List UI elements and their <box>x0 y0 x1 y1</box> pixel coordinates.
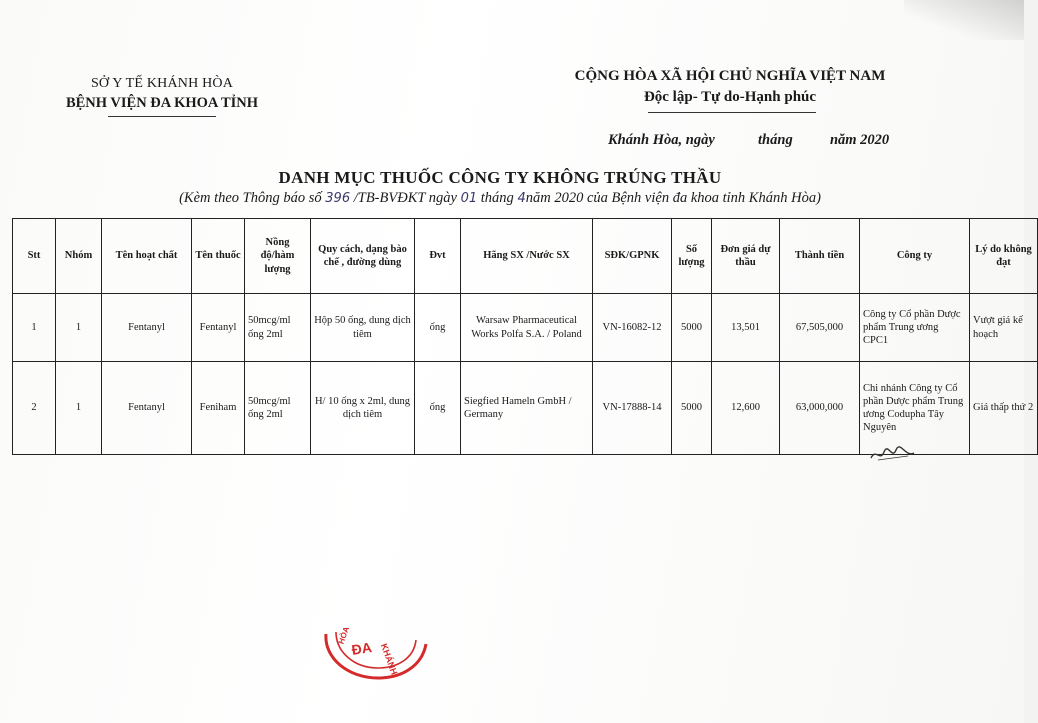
national-header <box>560 68 900 106</box>
cell-unit-price: 13,501 <box>712 294 780 362</box>
notice-month: 4 <box>517 191 526 206</box>
header-group: Nhóm <box>56 219 102 294</box>
cell-registration: VN-16082-12 <box>593 294 672 362</box>
cell-packaging: H/ 10 ống x 2ml, dung dịch tiêm <box>311 362 415 455</box>
hospital-name: BỆNH VIỆN ĐA KHOA TỈNH <box>65 95 259 111</box>
header-concentration: Nồng độ/hàm lượng <box>245 219 311 294</box>
table-row <box>13 362 1038 455</box>
header-quantity: Số lượng <box>672 219 712 294</box>
subtitle-part4: năm 2020 của Bệnh viện đa khoa tỉnh Khánh Hòa) <box>525 190 821 206</box>
cell-active-ingredient: Fentanyl <box>102 294 192 362</box>
subtitle-part2: /TB-BVĐKT ngày <box>353 190 457 206</box>
cell-concentration: 50mcg/ml ống 2ml <box>245 362 311 455</box>
issuing-organization <box>42 76 282 112</box>
cell-total: 63,000,000 <box>780 362 860 455</box>
cell-registration: VN-17888-14 <box>593 362 672 455</box>
svg-text:ĐA: ĐA <box>350 639 373 658</box>
subtitle-part1: (Kèm theo Thông báo số <box>179 190 322 206</box>
cell-packaging: Hộp 50 ống, dung dịch tiêm <box>311 294 415 362</box>
cell-group: 1 <box>56 362 102 455</box>
cell-stt: 2 <box>13 362 56 455</box>
cell-reason: Vượt giá kế hoạch <box>970 294 1038 362</box>
cell-manufacturer: Siegfied Hameln GmbH / Germany <box>461 362 593 455</box>
svg-text:KHÁNH: KHÁNH <box>378 642 400 677</box>
document-title: DANH MỤC THUỐC CÔNG TY KHÔNG TRÚNG THẦU <box>278 168 722 187</box>
cell-unit: ống <box>415 362 461 455</box>
hospital-underline <box>108 116 216 117</box>
cell-reason: Giá thấp thứ 2 <box>970 362 1038 455</box>
date-place: Khánh Hòa, ngày <box>608 132 715 148</box>
page-fold-shadow <box>904 0 1024 40</box>
department-name: SỞ Y TẾ KHÁNH HÒA <box>90 76 234 91</box>
cell-concentration: 50mcg/ml ống 2ml <box>245 294 311 362</box>
date-year: năm 2020 <box>829 132 890 148</box>
cell-group: 1 <box>56 294 102 362</box>
cell-stt: 1 <box>13 294 56 362</box>
header-stt: Stt <box>13 219 56 294</box>
cell-quantity: 5000 <box>672 362 712 455</box>
drug-table <box>12 218 1038 455</box>
national-motto: Độc lập- Tự do-Hạnh phúc <box>643 89 817 105</box>
signature-mark <box>868 444 918 464</box>
cell-company: Chi nhánh Công ty Cổ phần Dược phẩm Trung ương Codupha Tây Nguyên <box>860 362 970 455</box>
cell-unit-price: 12,600 <box>712 362 780 455</box>
motto-underline <box>648 112 816 113</box>
cell-unit: ống <box>415 294 461 362</box>
header-reason: Lý do không đạt <box>970 219 1038 294</box>
red-seal-stamp <box>318 625 430 684</box>
cell-total: 67,505,000 <box>780 294 860 362</box>
cell-drug-name: Fentanyl <box>192 294 245 362</box>
document-subtitle <box>110 190 890 207</box>
header-registration: SĐK/GPNK <box>593 219 672 294</box>
header-unit: Đvt <box>415 219 461 294</box>
header-manufacturer: Hãng SX /Nước SX <box>461 219 593 294</box>
header-active-ingredient: Tên hoạt chất <box>102 219 192 294</box>
cell-drug-name: Feniham <box>192 362 245 455</box>
notice-number: 396 <box>325 191 351 206</box>
header-packaging: Quy cách, dạng bào chế , đường dùng <box>311 219 415 294</box>
header-drug-name: Tên thuốc <box>192 219 245 294</box>
header-total: Thành tiền <box>780 219 860 294</box>
header-company: Công ty <box>860 219 970 294</box>
cell-company: Công ty Cổ phần Dược phẩm Trung ương CPC1 <box>860 294 970 362</box>
subtitle-part3: tháng <box>480 190 514 206</box>
header-unit-price: Đơn giá dự thầu <box>712 219 780 294</box>
cell-manufacturer: Warsaw Pharmaceutical Works Polfa S.A. / Poland <box>461 294 593 362</box>
cell-active-ingredient: Fentanyl <box>102 362 192 455</box>
cell-quantity: 5000 <box>672 294 712 362</box>
date-line <box>608 132 889 149</box>
svg-text:HÒA: HÒA <box>336 625 352 646</box>
country-name: CỘNG HÒA XÃ HỘI CHỦ NGHĨA VIỆT NAM <box>574 68 886 84</box>
notice-day: 01 <box>460 191 478 206</box>
table-header-row <box>13 219 1038 294</box>
table-row <box>13 294 1038 362</box>
date-month: tháng <box>758 132 793 148</box>
